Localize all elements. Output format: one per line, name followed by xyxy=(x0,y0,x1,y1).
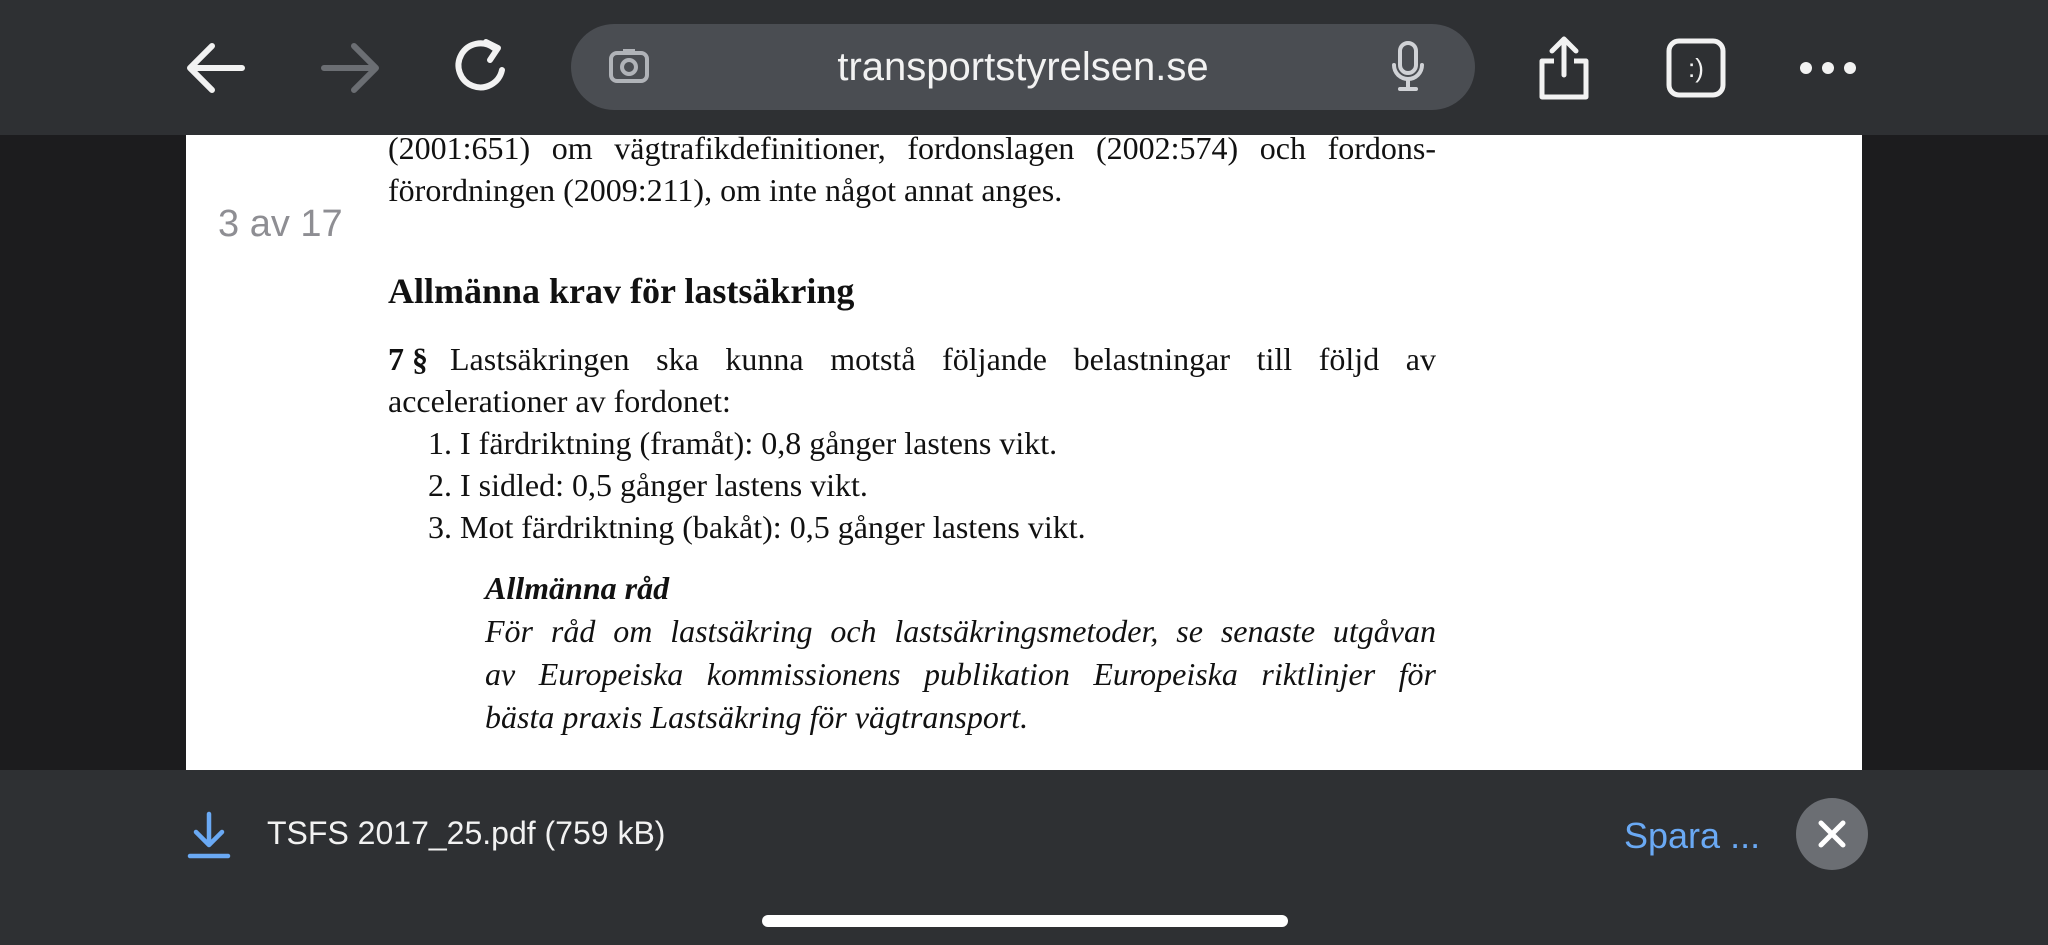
paragraph-number: 7 § xyxy=(388,341,428,377)
download-bar xyxy=(0,770,2048,945)
paragraph-text-1: Lastsäkringen ska kunna motstå följande belastningar till följd av xyxy=(450,341,1436,377)
url-text[interactable]: transportstyrelsen.se xyxy=(837,45,1209,89)
intro-line-1: (2001:651) om vägtrafikdefinitioner, fordonslagen (2002:574) och fordons- xyxy=(388,135,1436,166)
forward-arrow-icon[interactable] xyxy=(312,30,388,106)
section-heading: Allmänna krav för lastsäkring xyxy=(388,271,855,311)
tab-count-icon[interactable] xyxy=(1658,30,1734,106)
share-icon[interactable] xyxy=(1526,30,1602,106)
home-indicator xyxy=(762,915,1288,927)
reload-icon[interactable] xyxy=(444,30,520,106)
paragraph-line-2: accelerationer av fordonet: xyxy=(388,383,731,419)
list-item: 3. Mot färdriktning (bakåt): 0,5 gånger lastens vikt. xyxy=(428,509,1086,545)
download-file-name: TSFS 2017_25.pdf (759 kB) xyxy=(267,815,666,851)
advice-line: bästa praxis Lastsäkring för vägtransport. xyxy=(485,699,1029,735)
save-button[interactable]: Spara ... xyxy=(1624,815,1761,856)
advice-line: av Europeiska kommissionens publikation Europeiska riktlinjer för xyxy=(485,656,1436,692)
tab-count-label: :) xyxy=(1688,52,1704,83)
advice-title: Allmänna råd xyxy=(485,570,670,606)
intro-line-2: förordningen (2009:211), om inte något annat anges. xyxy=(388,172,1063,208)
list-item: 1. I färdriktning (framåt): 0,8 gånger lastens vikt. xyxy=(428,425,1058,461)
pdf-page[interactable] xyxy=(186,135,1862,770)
close-icon xyxy=(1817,819,1847,849)
more-icon[interactable] xyxy=(1790,30,1866,106)
advice-line: För råd om lastsäkring och lastsäkringsmetoder, se senaste utgåvan xyxy=(485,613,1436,649)
page-indicator: 3 av 17 xyxy=(218,203,343,245)
list-item: 2. I sidled: 0,5 gånger lastens vikt. xyxy=(428,467,868,503)
close-download-button[interactable] xyxy=(1796,798,1868,870)
viewer-background-left xyxy=(0,135,186,770)
browser-toolbar xyxy=(0,0,2048,135)
paragraph-line-1 xyxy=(388,338,1436,380)
microphone-icon[interactable] xyxy=(1370,29,1446,105)
address-bar[interactable] xyxy=(571,24,1475,110)
download-icon[interactable] xyxy=(186,810,232,860)
viewer-background-right xyxy=(1862,135,2048,770)
back-arrow-icon[interactable] xyxy=(178,30,254,106)
